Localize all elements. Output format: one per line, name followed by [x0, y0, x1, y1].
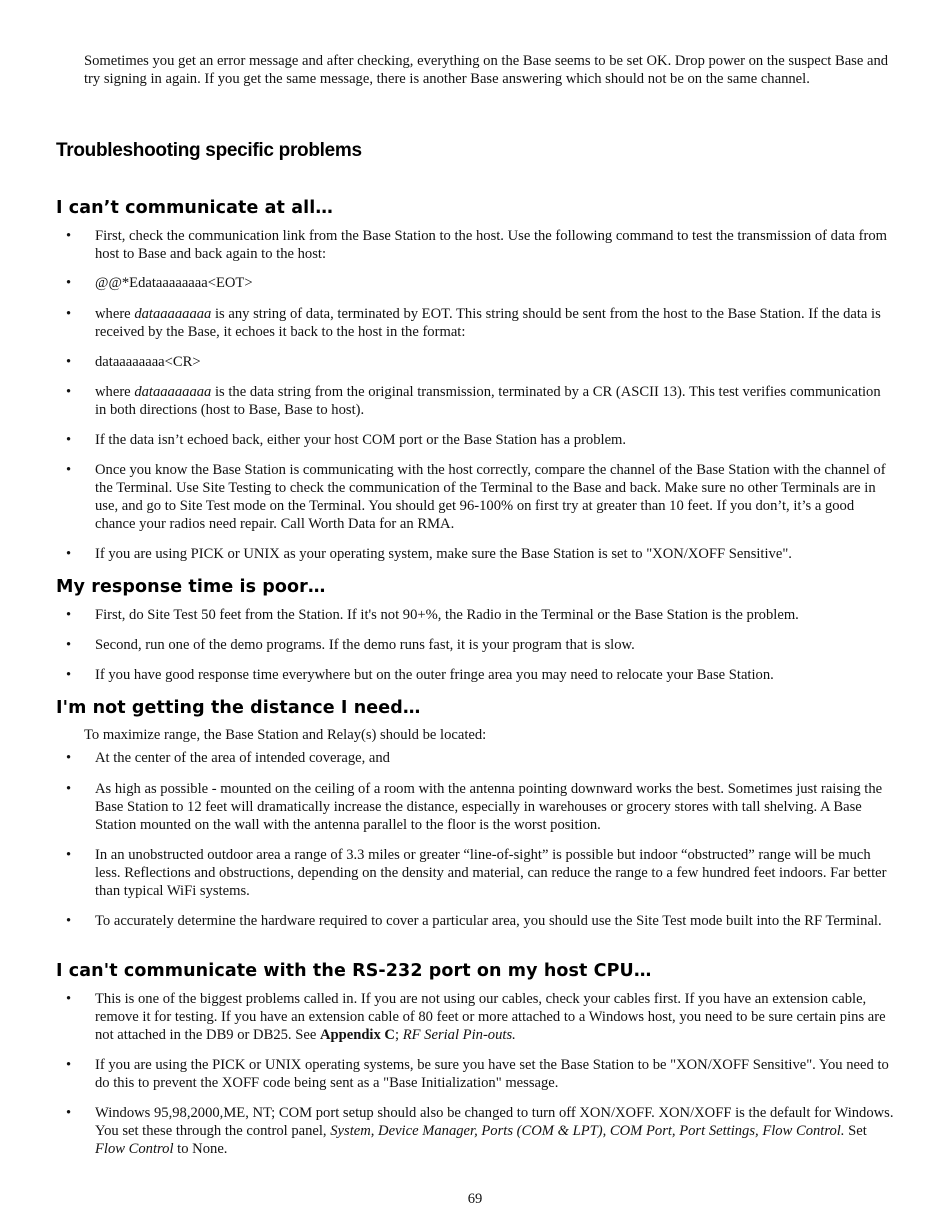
list-item-text [95, 990, 894, 1044]
main-heading: Troubleshooting specific problems [56, 140, 362, 161]
text-run: Set [844, 1123, 867, 1139]
list-item [66, 1104, 894, 1158]
bullet: • [66, 546, 72, 562]
list-item [66, 431, 894, 449]
list-item-text: Once you know the Base Station is communicating with the host correctly, compare the channel of the Base Station with the channel of the Terminal. Use Site Testing to check the communication of the Terminal to the Base and back. Make sure no other Terminals are in use, and go to Site Test mode on the Terminal. You should get 96-100% on first try at greater than 10 feet. If you don’t, it’s a good chance your radios need repair. Call Worth Data for an RMA. [95, 462, 886, 532]
response-format-text: dataaaaaaaa<CR> [95, 354, 201, 370]
list-item [66, 1056, 894, 1092]
list-item-text [95, 1104, 894, 1158]
italic-term: dataaaaaaaa [134, 384, 212, 400]
appendix-reference: Appendix C [319, 1027, 395, 1043]
bullet: • [66, 228, 72, 244]
list-item-text: To accurately determine the hardware required to cover a particular area, you should use the Site Test mode built into the RF Terminal. [95, 913, 882, 929]
bullet: • [66, 384, 72, 400]
list-item [66, 666, 894, 684]
bullet: • [66, 607, 72, 623]
list-item-text: If you are using PICK or UNIX as your operating system, make sure the Base Station is set to "XON/XOFF Sensitive". [95, 546, 792, 562]
list-item [66, 353, 894, 371]
list-item [66, 227, 894, 263]
italic-reference: RF Serial Pin-outs. [402, 1027, 516, 1043]
list-item [66, 461, 894, 533]
list-item-text: If you are using the PICK or UNIX operating systems, be sure you have set the Base Station to be "XON/XOFF Sensitive". You need to do this to prevent the XOFF code being sent as a "Base Initialization" message. [95, 1057, 889, 1091]
list-item-text [95, 383, 894, 419]
list-item [66, 990, 894, 1044]
list-item-text: In an unobstructed outdoor area a range of 3.3 miles or greater “line-of-sight” is possible but indoor “obstructed” range will be much less. Reflections and obstructions, depending on the density and material, can reduce the range to a few hundred feet indoors. Far better than typical WiFi systems. [95, 847, 887, 899]
list-item-text: If the data isn’t echoed back, either your host COM port or the Base Station has a problem. [95, 432, 627, 448]
intro-paragraph: Sometimes you get an error message and after checking, everything on the Base seems to be set OK. Drop power on the suspect Base and try signing in again. If you get the same message, there is another Base answering which should not be on the same channel. [84, 53, 889, 87]
text-run: ; [394, 1027, 403, 1043]
text-run: This is one of the biggest problems called in. If you are not using our cables, check your cables first. If you have an extension cable, remove it for testing. If you have an extension cable of 80 feet or more attached to a Windows host, you need to be sure certain pins are not attached in the DB9 or DB25. See [95, 991, 886, 1043]
text-run: to None. [173, 1141, 228, 1157]
list-item-text: First, do Site Test 50 feet from the Station. If it's not 90+%, the Radio in the Terminal or the Base Station is the problem. [95, 607, 799, 623]
bullet: • [66, 1057, 72, 1073]
list-item-text: Second, run one of the demo programs. If the demo runs fast, it is your program that is slow. [95, 637, 635, 653]
list-item [66, 606, 894, 624]
list-item [66, 912, 894, 930]
list-item [66, 383, 894, 419]
list-item [66, 305, 894, 341]
bullet: • [66, 913, 72, 929]
page-number: 69 [467, 1191, 483, 1207]
bullet: • [66, 667, 72, 683]
list-item-text [95, 305, 894, 341]
section-heading-response-time: My response time is poor… [56, 577, 326, 597]
list-item-text: As high as possible - mounted on the ceiling of a room with the antenna pointing downward works the best. Sometimes just raising the Base Station to 12 feet will dramatically increase the distance, especially in warehouses or grocery stores with tall shelving. A Base Station mounted on the wall with the antenna parallel to the floor is the worst position. [95, 781, 883, 833]
italic-term: Flow Control [95, 1141, 174, 1157]
section-heading-distance: I'm not getting the distance I need… [56, 698, 421, 718]
list-item [66, 846, 894, 900]
bullet: • [66, 275, 72, 291]
section-heading-cant-communicate: I can’t communicate at all… [56, 198, 333, 218]
bullet: • [66, 306, 72, 322]
bullet: • [66, 991, 72, 1007]
text-run: Windows 95,98,2000,ME, NT; COM port setup should also be changed to turn off XON/XOFF. XON/XOFF is the default for Windows. You set these through the control panel, [95, 1105, 894, 1139]
list-item-text: At the center of the area of intended coverage, and [95, 750, 390, 766]
bullet: • [66, 462, 72, 478]
section-heading-rs232: I can't communicate with the RS-232 port on my host CPU… [56, 961, 652, 981]
bullet: • [66, 781, 72, 797]
bullet: • [66, 750, 72, 766]
bullet: • [66, 1105, 72, 1121]
list-item [66, 749, 894, 767]
bullet: • [66, 432, 72, 448]
text-run: is the data string from the original transmission, terminated by a CR (ASCII 13). This test verifies communication in both directions (host to Base, Base to host). [95, 384, 881, 418]
list-item [66, 636, 894, 654]
bullet: • [66, 637, 72, 653]
italic-term: dataaaaaaaa [134, 306, 212, 322]
text-run: where [95, 384, 135, 400]
list-item [66, 274, 894, 292]
list-item [66, 780, 894, 834]
list-item-text: First, check the communication link from the Base Station to the host. Use the following command to test the transmission of data from host to Base and back again to the host: [95, 228, 887, 262]
list-item-text: If you have good response time everywhere but on the outer fringe area you may need to relocate your Base Station. [95, 667, 774, 683]
command-text: @@*Edataaaaaaaa<EOT> [95, 275, 253, 291]
section-lead-text: To maximize range, the Base Station and Relay(s) should be located: [84, 727, 487, 743]
bullet: • [66, 354, 72, 370]
text-run: is any string of data, terminated by EOT. This string should be sent from the host to the Base Station. If the data is received by the Base, it echoes it back to the host in the format: [95, 306, 881, 340]
list-item [66, 545, 894, 563]
bullet: • [66, 847, 72, 863]
text-run: where [95, 306, 135, 322]
italic-path: System, Device Manager, Ports (COM & LPT), COM Port, Port Settings, Flow Control. [330, 1123, 845, 1139]
